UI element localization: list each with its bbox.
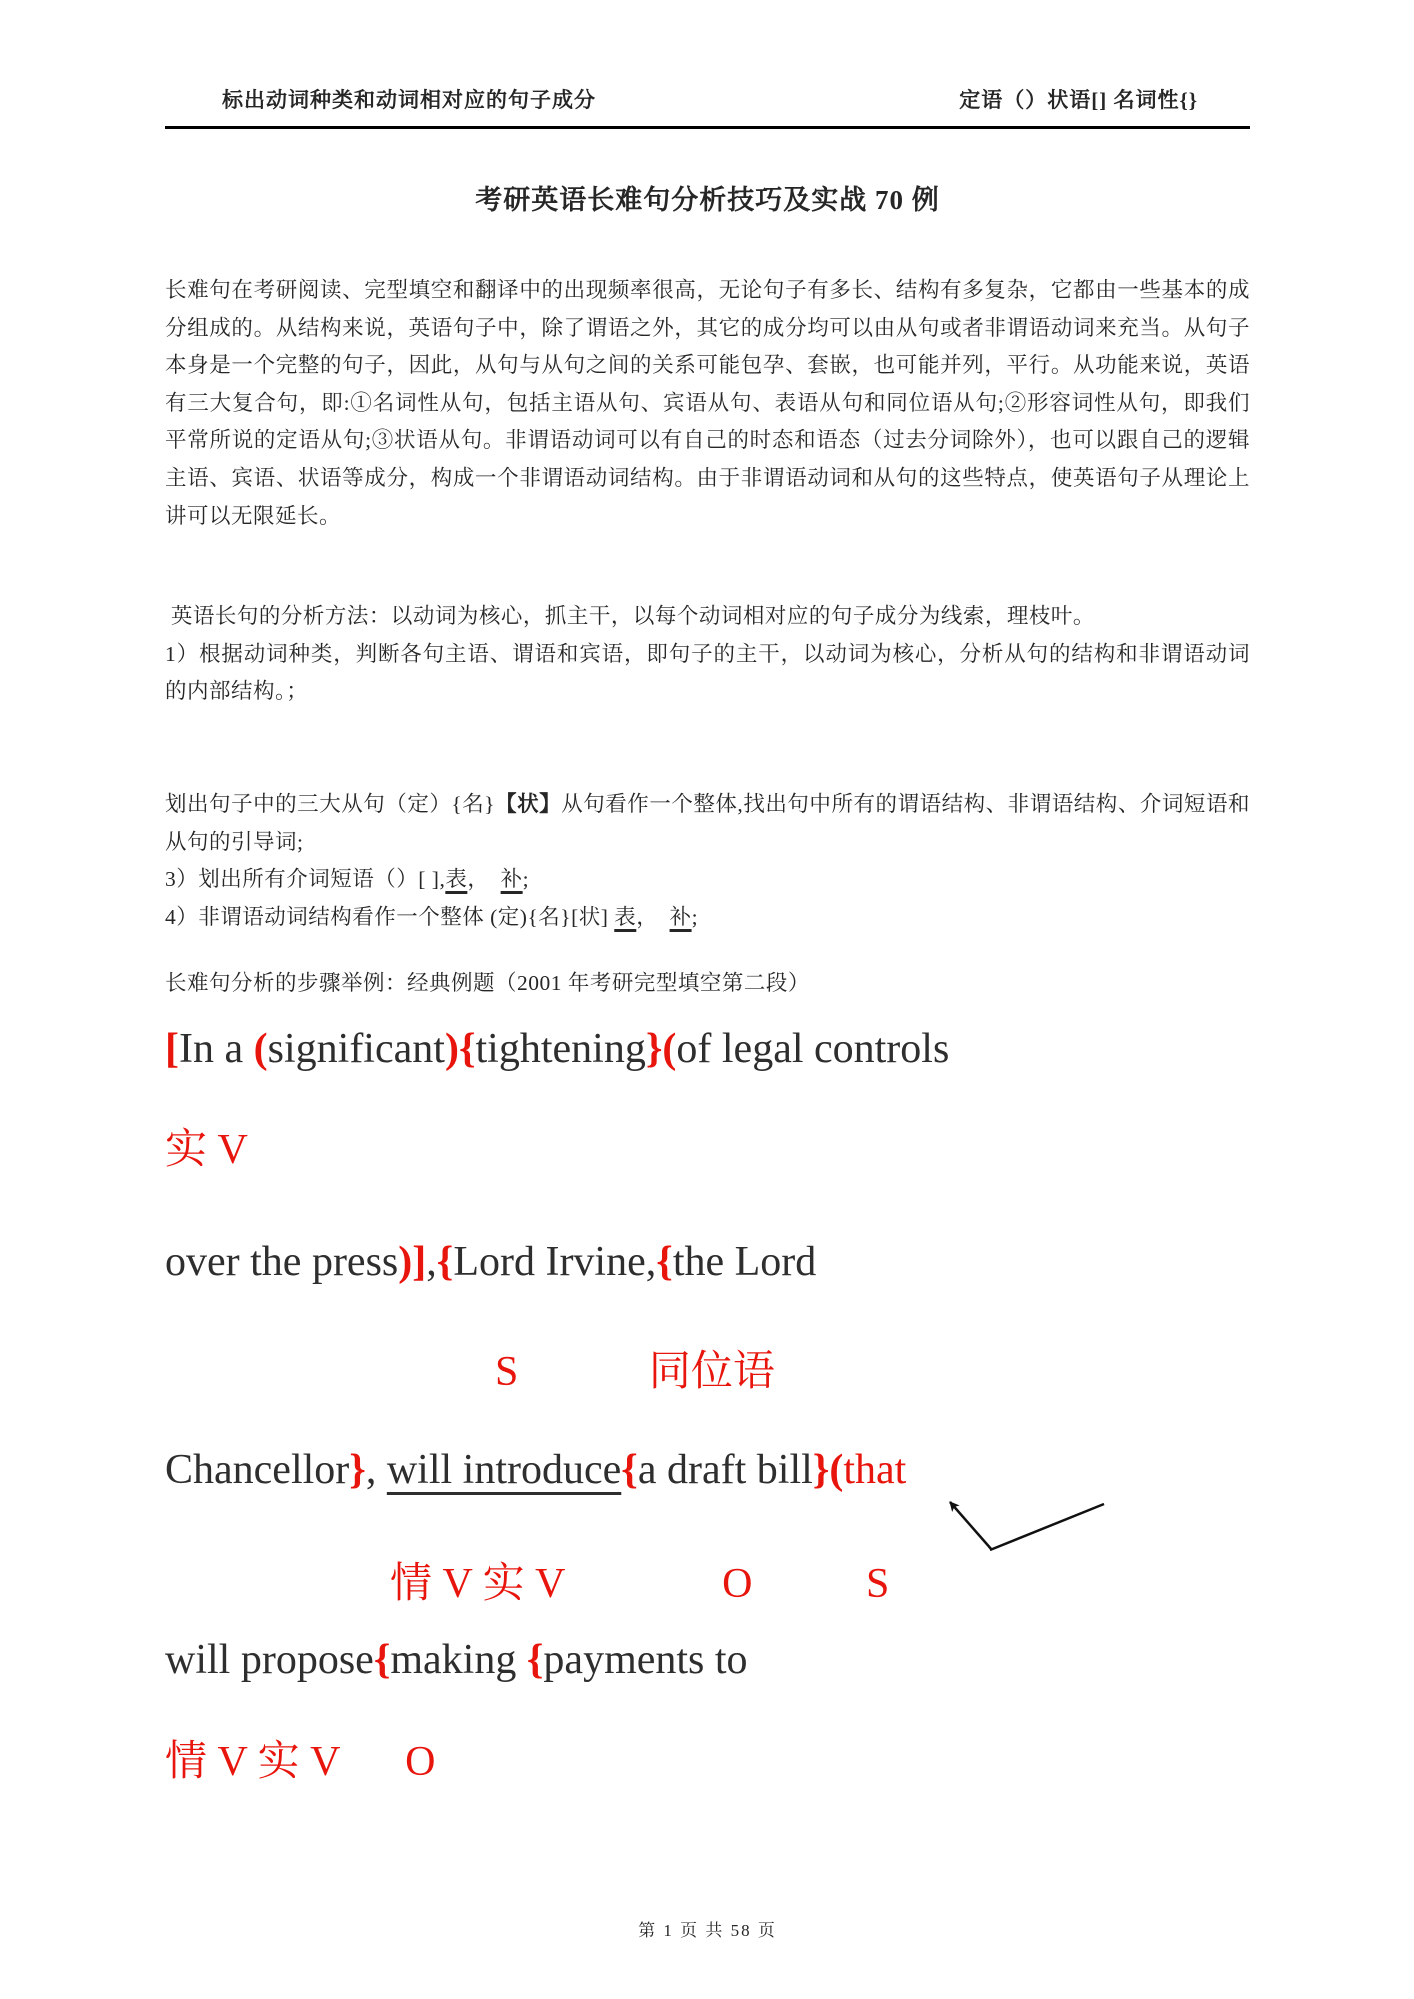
example-line-2 xyxy=(165,1236,1250,1289)
text-segment: 补 xyxy=(500,867,523,892)
method-line-1: 英语长句的分析方法：以动词为核心，抓主干，以每个动词相对应的句子成分为线索，理枝叶。 xyxy=(165,604,1095,628)
text-segment: significant xyxy=(267,1026,445,1072)
text-segment: making xyxy=(390,1637,527,1683)
text-segment: } xyxy=(349,1447,366,1493)
text-segment: Lord Irvine, xyxy=(453,1239,657,1285)
annotation-subject-apposition xyxy=(165,1338,1250,1398)
text-segment: ， xyxy=(636,904,670,929)
example-line-3 xyxy=(165,1444,1250,1497)
header-divider xyxy=(165,126,1250,129)
text-segment: { xyxy=(656,1239,673,1285)
subject-label: S xyxy=(866,1561,890,1607)
text-segment: 【状】 xyxy=(495,792,562,816)
text-segment: tightening xyxy=(475,1026,646,1072)
steps-line-3 xyxy=(165,861,1250,899)
text-segment: will propose xyxy=(165,1637,374,1683)
text-segment: Chancellor xyxy=(165,1447,350,1493)
modal-real-verb-label: 情 V 实 V xyxy=(165,1739,340,1785)
text-segment: ; xyxy=(691,904,699,929)
object-label: O xyxy=(722,1561,753,1607)
text-segment: 3）划出所有介词短语（）[ ], xyxy=(165,867,446,892)
object-label: O xyxy=(405,1739,436,1785)
text-segment: a draft bill xyxy=(637,1447,813,1493)
text-segment: 划出句子中的三大从句（定）{名} xyxy=(165,792,496,816)
steps-line-4 xyxy=(165,899,1250,937)
text-segment: the Lord xyxy=(672,1239,817,1285)
text-segment: { xyxy=(373,1637,391,1683)
text-segment: 表 xyxy=(445,867,468,892)
text-segment: { xyxy=(621,1447,638,1493)
subject-label: S xyxy=(495,1349,519,1395)
method-paragraph xyxy=(165,598,1250,711)
text-segment: } xyxy=(812,1447,830,1493)
example-line-1 xyxy=(165,1023,1250,1076)
text-segment: ) xyxy=(444,1026,459,1072)
page-header xyxy=(165,84,1250,114)
pointer-arrow xyxy=(928,1492,1113,1558)
text-segment: In a xyxy=(179,1026,254,1072)
text-segment: payments to xyxy=(543,1637,748,1683)
text-segment: 表 xyxy=(614,904,637,929)
text-segment: ( xyxy=(829,1447,844,1493)
text-segment: 从句看作一个整体,找出句中所有的谓语结构、非谓语结构、介词短语和从句的引导词; xyxy=(165,792,1250,854)
annotation-verbs-object-subject xyxy=(165,1550,1250,1610)
text-segment: { xyxy=(526,1637,544,1683)
example-caption: 长难句分析的步骤举例：经典例题（2001 年考研完型填空第二段） xyxy=(165,971,810,995)
apposition-label: 同位语 xyxy=(648,1349,775,1395)
text-segment: of legal controls xyxy=(676,1026,950,1072)
intro-paragraph: 长难句在考研阅读、完型填空和翻译中的出现频率很高，无论句子有多长、结构有多复杂，它都由一些基本的成分组成的。从结构来说，英语句子中，除了谓语之外，其它的成分均可以由从句或者非谓语动词来充当。从句子本身是一个完整的句子，因此，从句与从句之间的关系可能包孕、套嵌，也可能并列，平行。从功能来说，英语有三大复合句，即:①名词性从句，包括主语从句、宾语从句、表语从句和同位语从句;②形容词性从句，即我们平常所说的定语从句;③状语从句。非谓语动词可以有自己的时态和语态（过去分词除外），也可以跟自己的逻辑主语、宾语、状语等成分，构成一个非谓语动词结构。由于非谓语动词和从句的这些特点，使英语句子从理论上讲可以无限延长。 xyxy=(165,278,1250,528)
text-segment: , xyxy=(365,1447,387,1493)
header-left-text: 标出动词种类和动词相对应的句子成分 xyxy=(222,88,596,112)
page-number-footer: 第 1 页 共 58 页 xyxy=(638,1921,777,1940)
page-title: 考研英语长难句分析技巧及实战 70 例 xyxy=(475,185,940,215)
method-line-2: 1）根据动词种类，判断各句主语、谓语和宾语，即句子的主干，以动词为核心，分析从句的结构和非谓语动词的内部结构。； xyxy=(165,641,1250,704)
text-segment: that xyxy=(843,1447,907,1493)
annotation-real-verb: 实 V xyxy=(165,1127,248,1173)
text-segment: , xyxy=(426,1239,437,1285)
example-line-4 xyxy=(165,1634,1250,1687)
text-segment: 补 xyxy=(669,904,692,929)
text-segment: ， xyxy=(467,867,501,892)
text-segment: { xyxy=(458,1026,476,1072)
text-segment: [ xyxy=(165,1026,179,1072)
header-right-legend: 定语（）状语[] 名词性{} xyxy=(959,88,1198,112)
text-segment: { xyxy=(436,1239,454,1285)
text-segment: )] xyxy=(398,1239,427,1285)
text-segment: ; xyxy=(522,867,530,892)
annotation-verbs-object xyxy=(165,1728,1250,1788)
text-segment: ( xyxy=(253,1026,268,1072)
text-segment: } xyxy=(645,1026,663,1072)
steps-paragraph xyxy=(165,786,1250,936)
text-segment: will introduce xyxy=(386,1447,622,1493)
text-segment: ( xyxy=(662,1026,677,1072)
steps-line-1 xyxy=(165,786,1250,861)
modal-real-verb-label: 情 V 实 V xyxy=(390,1561,565,1607)
text-segment: 4）非谓语动词结构看作一个整体 (定){名}[状] xyxy=(165,904,615,929)
text-segment: over the press xyxy=(165,1239,399,1285)
